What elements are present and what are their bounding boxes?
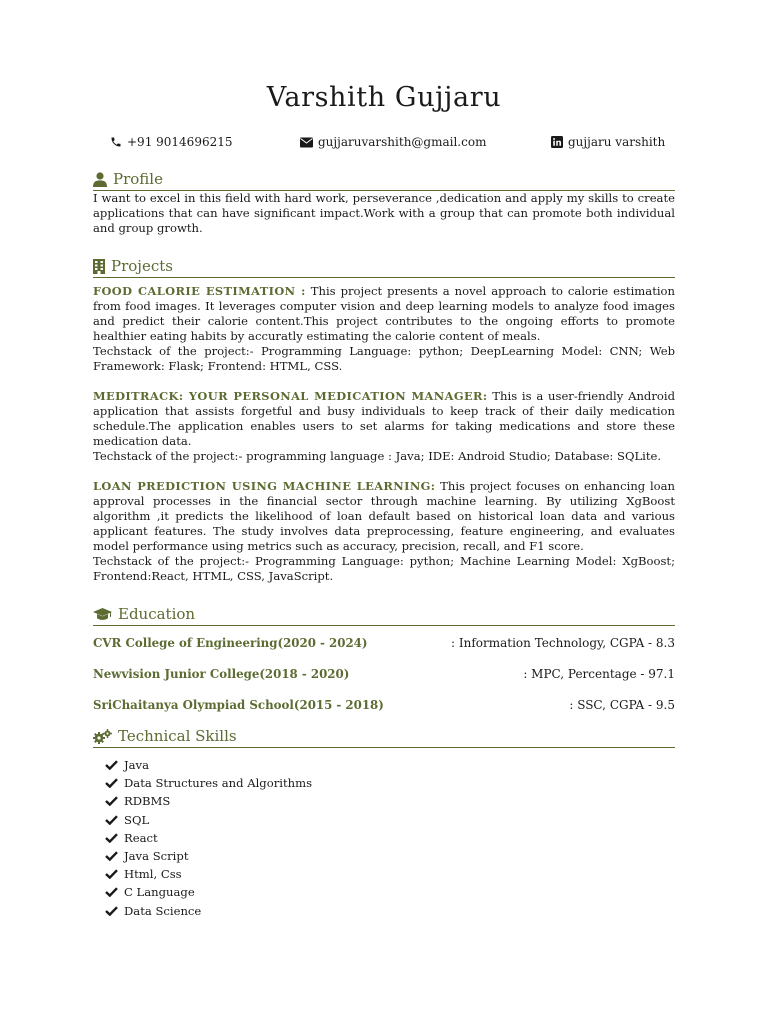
skill-item [93, 829, 675, 847]
project-title: FOOD CALORIE ESTIMATION : [93, 284, 306, 298]
skill-item [93, 811, 675, 829]
profile-text: I want to excel in this field with hard work, perseverance ,dedication and apply my skills to create applications that can have significant impact.Work with a group that can promote both individual and group growth. [93, 191, 675, 235]
projects-title: Projects [111, 257, 173, 275]
project-techstack: Techstack of the project:- Programming Language: python; Machine Learning Model: XgBoost; Frontend:React, HTML, CSS, JavaScript. [93, 554, 675, 583]
education-detail: : SSC, CGPA - 9.5 [569, 698, 675, 712]
project-techstack: Techstack of the project:- Programming Language: python; DeepLearning Model: CNN; Web Framework: Flask; Frontend: HTML, CSS. [93, 344, 675, 373]
linkedin-contact[interactable] [551, 133, 665, 151]
skill-item [93, 902, 675, 920]
skills-list [93, 756, 675, 920]
user-icon [93, 172, 107, 187]
profile-title: Profile [113, 170, 163, 188]
skill-item [93, 847, 675, 865]
checkmark-icon [105, 778, 118, 788]
gears-icon [93, 729, 112, 744]
projects-section-header [93, 255, 675, 278]
project-description [93, 284, 675, 344]
project-item [93, 389, 675, 464]
resume-page [93, 0, 675, 920]
skill-label: C Language [124, 885, 195, 900]
project-item [93, 284, 675, 374]
skill-label: Java Script [124, 849, 189, 864]
project-title: LOAN PREDICTION USING MACHINE LEARNING: [93, 479, 436, 493]
skill-label: Java [124, 758, 150, 773]
candidate-name: Varshith Gujjaru [266, 82, 502, 113]
education-title: Education [118, 605, 196, 623]
checkmark-icon [105, 906, 118, 916]
skill-item [93, 756, 675, 774]
envelope-icon [300, 137, 313, 148]
checkmark-icon [105, 760, 118, 770]
phone-icon [110, 136, 122, 148]
checkmark-icon [105, 869, 118, 879]
institution-name: Newvision Junior College(2018 - 2020) [93, 667, 350, 681]
skills-section-header [93, 725, 675, 748]
education-row [93, 635, 675, 651]
project-item [93, 479, 675, 584]
institution-name: CVR College of Engineering(2020 - 2024) [93, 636, 368, 650]
education-detail: : Information Technology, CGPA - 8.3 [451, 636, 675, 650]
skill-label: SQL [124, 812, 150, 827]
graduation-cap-icon [93, 608, 112, 621]
linkedin-name: gujjaru varshith [568, 135, 666, 149]
phone-contact[interactable] [110, 133, 233, 151]
skill-label: React [124, 830, 158, 845]
skills-title: Technical Skills [118, 727, 237, 745]
project-summary: This project presents a novel approach to calorie estimation from food images. It leverages computer vision and deep learning models to analyze food images and predict their calorie content.This project contributes to the ongoing efforts to promote healthier eating habits by accuratly estimating the calorie content of meals. [93, 284, 676, 343]
institution-name: SriChaitanya Olympiad School(2015 - 2018) [93, 698, 384, 712]
checkmark-icon [105, 833, 118, 843]
skill-item [93, 792, 675, 810]
checkmark-icon [105, 796, 118, 806]
skill-label: RDBMS [124, 794, 171, 809]
email-contact[interactable] [300, 133, 486, 151]
education-row [93, 666, 675, 682]
education-row [93, 697, 675, 713]
building-icon [93, 259, 105, 274]
checkmark-icon [105, 851, 118, 861]
education-detail: : MPC, Percentage - 97.1 [523, 667, 675, 681]
skill-item [93, 774, 675, 792]
skill-label: Data Structures and Algorithms [124, 776, 313, 791]
education-section-header [93, 603, 675, 626]
email-address: gujjaruvarshith@gmail.com [318, 135, 487, 149]
profile-section-header [93, 168, 675, 191]
linkedin-icon [551, 136, 563, 148]
skill-label: Data Science [124, 903, 202, 918]
skill-item [93, 883, 675, 901]
skill-label: Html, Css [124, 867, 182, 882]
contact-bar [93, 133, 675, 151]
project-description [93, 479, 675, 554]
project-summary: This project focuses on enhancing loan approval processes in the financial sector through machine learning. By utilizing XgBoost algorithm ,it predicts the likelihood of loan default based on historical loan data and various applicant features. The study involves data preprocessing, feature engineering, and evaluates model performance using metrics such as accuracy, precision, recall, and F1 score. [93, 479, 676, 553]
project-title: MEDITRACK: YOUR PERSONAL MEDICATION MANAGER: [93, 389, 488, 403]
phone-number: +91 9014696215 [127, 135, 233, 149]
project-techstack: Techstack of the project:- programming language : Java; IDE: Android Studio; Database: SQLite. [93, 449, 662, 463]
checkmark-icon [105, 815, 118, 825]
skill-item [93, 865, 675, 883]
project-description [93, 389, 675, 449]
project-summary: This is a user-friendly Android application that assists forgetful and busy individuals to keep track of their daily medication schedule.The application enables users to set alarms for taking medications and store these medication data. [93, 389, 675, 448]
checkmark-icon [105, 887, 118, 897]
